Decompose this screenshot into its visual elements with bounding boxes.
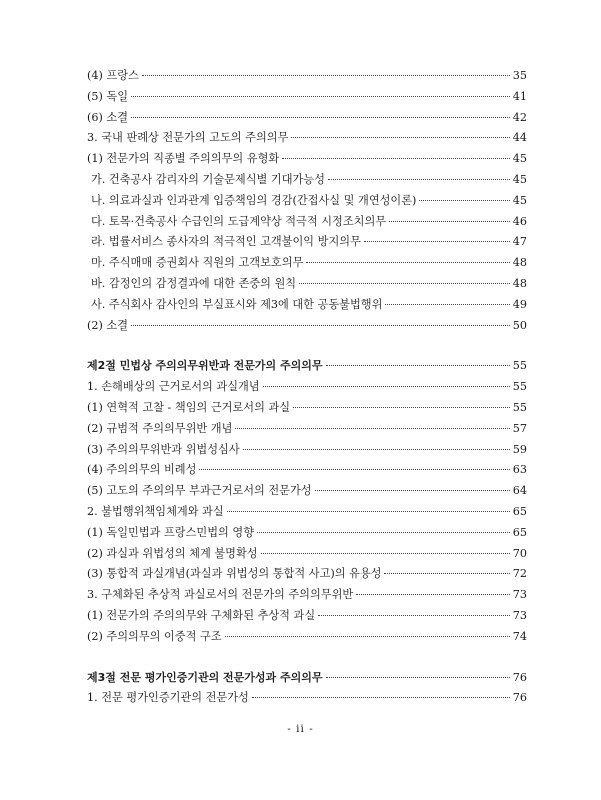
dot-leader <box>252 697 510 698</box>
toc-page-number: 76 <box>512 670 527 684</box>
toc-page-number: 50 <box>512 318 527 332</box>
toc-page-number: 73 <box>512 608 527 622</box>
toc-page-number: 46 <box>512 214 527 228</box>
dot-leader <box>261 553 510 554</box>
toc-page-number: 74 <box>512 629 527 643</box>
toc-entry-title: 가. 건축공사 감리자의 기술문제식별 기대가능성 <box>91 172 325 186</box>
toc-page-number: 44 <box>512 131 527 145</box>
toc-entry-title: (1) 연혁적 고찰 - 책임의 근거로서의 과실 <box>87 400 291 414</box>
toc-entry <box>87 503 527 524</box>
toc-page-number: 73 <box>512 588 527 602</box>
dot-leader <box>257 532 510 533</box>
toc-entry-title: 라. 법률서비스 종사자의 적극적인 고객불이익 방지의무 <box>91 235 361 249</box>
toc-entry <box>87 482 527 503</box>
toc-entry <box>87 213 527 234</box>
toc-entry-title: 1. 전문 평가인증기관의 전문가성 <box>87 691 249 705</box>
toc-page-number: 41 <box>512 89 527 103</box>
dot-leader <box>385 304 509 305</box>
dot-leader <box>318 615 510 616</box>
toc-entry <box>87 150 527 171</box>
toc-entry-title: 3. 국내 판례상 전문가의 고도의 주의의무 <box>87 131 289 145</box>
toc-page-number: 57 <box>512 421 527 435</box>
toc-page-number: 70 <box>512 546 527 560</box>
dot-leader <box>389 221 510 222</box>
toc-page-number: 49 <box>512 297 527 311</box>
toc-page-number: 64 <box>512 484 527 498</box>
dot-leader <box>299 283 510 284</box>
dot-leader <box>263 386 510 387</box>
dot-leader <box>131 96 510 97</box>
dot-leader <box>235 428 509 429</box>
toc-page-number: 48 <box>512 256 527 270</box>
dot-leader <box>356 594 510 595</box>
toc-entry <box>87 317 527 338</box>
toc-page-number: 45 <box>512 152 527 166</box>
toc-page-number: 59 <box>512 442 527 456</box>
toc-page-number: 35 <box>512 69 527 82</box>
toc-entry <box>87 461 527 482</box>
toc-entry <box>87 88 527 109</box>
toc-entry <box>87 254 527 275</box>
toc-section-heading <box>87 669 527 690</box>
toc-page-number: 55 <box>512 359 527 373</box>
toc-entry-title: (2) 소결 <box>87 318 129 332</box>
toc-page-number: 45 <box>512 172 527 186</box>
dot-leader <box>306 262 509 263</box>
dot-leader <box>364 241 510 242</box>
toc-entry-title: 마. 주식매매 증권회사 직원의 고객보호의무 <box>91 256 304 270</box>
toc-entry-title: (2) 주의의무의 이중적 구조 <box>87 629 222 643</box>
toc-entry <box>87 233 527 254</box>
dot-leader <box>142 75 510 76</box>
toc-entry <box>87 689 527 710</box>
dot-leader <box>131 325 510 326</box>
toc-entry-title: 나. 의료과실과 인과관계 입증책임의 경감(간접사실 및 개연성이론) <box>91 193 417 207</box>
dot-leader <box>243 449 510 450</box>
toc-entry <box>87 171 527 192</box>
toc-entry-title: (1) 전문가의 직종별 주의의무의 유형화 <box>87 152 280 166</box>
toc-entry-title: (4) 주의의무의 비례성 <box>87 463 197 477</box>
toc-entry <box>87 524 527 545</box>
dot-leader <box>293 407 510 408</box>
toc-entry <box>87 378 527 399</box>
toc-entry <box>87 67 527 88</box>
toc-entry-title: 1. 손해배상의 근거로서의 과실개념 <box>87 380 260 394</box>
toc-entry <box>87 441 527 462</box>
toc-page-number: 42 <box>512 110 527 124</box>
toc-entry <box>87 109 527 130</box>
toc-entry-title: (1) 독일민법과 프랑스민법의 영향 <box>87 525 255 539</box>
toc-page-number: 63 <box>512 463 527 477</box>
toc-entry-title: (5) 독일 <box>87 89 129 103</box>
toc-entry-title: (2) 규범적 주의의무위반 개념 <box>87 421 233 435</box>
toc-entry-title: 제2절 민법상 주의의무위반과 전문가의 주의의무 <box>87 359 323 373</box>
dot-leader <box>328 179 510 180</box>
toc-entry-title: 3. 구체화된 추상적 과실로서의 전문가의 주의의무위반 <box>87 588 354 602</box>
dot-leader <box>326 677 510 678</box>
toc-entry-title: (4) 프랑스 <box>87 69 139 82</box>
toc-entry-title: 2. 불법행위책임체계와 과실 <box>87 504 224 518</box>
toc-entry <box>87 399 527 420</box>
toc-entry <box>87 129 527 150</box>
dot-leader <box>384 573 509 574</box>
toc-page-number: 65 <box>512 504 527 518</box>
dot-leader <box>225 636 510 637</box>
toc-entry <box>87 420 527 441</box>
toc-entry <box>87 545 527 566</box>
section-spacer <box>87 649 527 669</box>
toc-entry <box>87 192 527 213</box>
toc-entry-title: 다. 토목·건축공사 수급인의 도급계약상 적극적 시정조치의무 <box>91 214 387 228</box>
page-number-footer: - ii - <box>287 723 314 735</box>
toc-entry <box>87 296 527 317</box>
toc-entry-title: 제3절 전문 평가인증기관의 전문가성과 주의의무 <box>87 670 323 684</box>
toc-page-number: 47 <box>512 235 527 249</box>
dot-leader <box>131 117 510 118</box>
toc-entry-title: (2) 과실과 위법성의 체계 불명확성 <box>87 546 258 560</box>
toc-entry-title: (5) 고도의 주의의무 부과근거로서의 전문가성 <box>87 484 312 498</box>
toc-entry-title: (3) 통합적 과실개념(과실과 위법성의 통합적 사고)의 유용성 <box>87 567 382 581</box>
toc-page-number: 72 <box>512 567 527 581</box>
toc-entry-title: 바. 감정인의 감정결과에 대한 존중의 원칙 <box>91 276 297 290</box>
dot-leader <box>419 200 509 201</box>
dot-leader <box>199 469 509 470</box>
toc-page-number: 55 <box>512 380 527 394</box>
toc-page-number: 55 <box>512 400 527 414</box>
toc-entry <box>87 607 527 628</box>
toc-entry-title: 사. 주식회사 감사인의 부실표시와 제3에 대한 공동불법행위 <box>91 297 383 311</box>
toc-entry-title: (6) 소결 <box>87 110 129 124</box>
toc-entry <box>87 565 527 586</box>
dot-leader <box>291 137 509 138</box>
toc-section-heading <box>87 357 527 378</box>
toc-page-number: 76 <box>512 691 527 705</box>
dot-leader <box>315 490 510 491</box>
toc-entry-title: (1) 전문가의 주의의무와 구체화된 추상적 과실 <box>87 608 316 622</box>
toc-page-number: 45 <box>512 193 527 207</box>
dot-leader <box>282 158 510 159</box>
table-of-contents <box>87 67 527 710</box>
toc-page-number: 65 <box>512 525 527 539</box>
toc-entry-title: (3) 주의의무위반과 위법성심사 <box>87 442 240 456</box>
toc-entry <box>87 628 527 649</box>
section-spacer <box>87 337 527 357</box>
toc-entry <box>87 586 527 607</box>
toc-entry <box>87 275 527 296</box>
dot-leader <box>227 511 510 512</box>
dot-leader <box>326 365 510 366</box>
toc-page-number: 48 <box>512 276 527 290</box>
